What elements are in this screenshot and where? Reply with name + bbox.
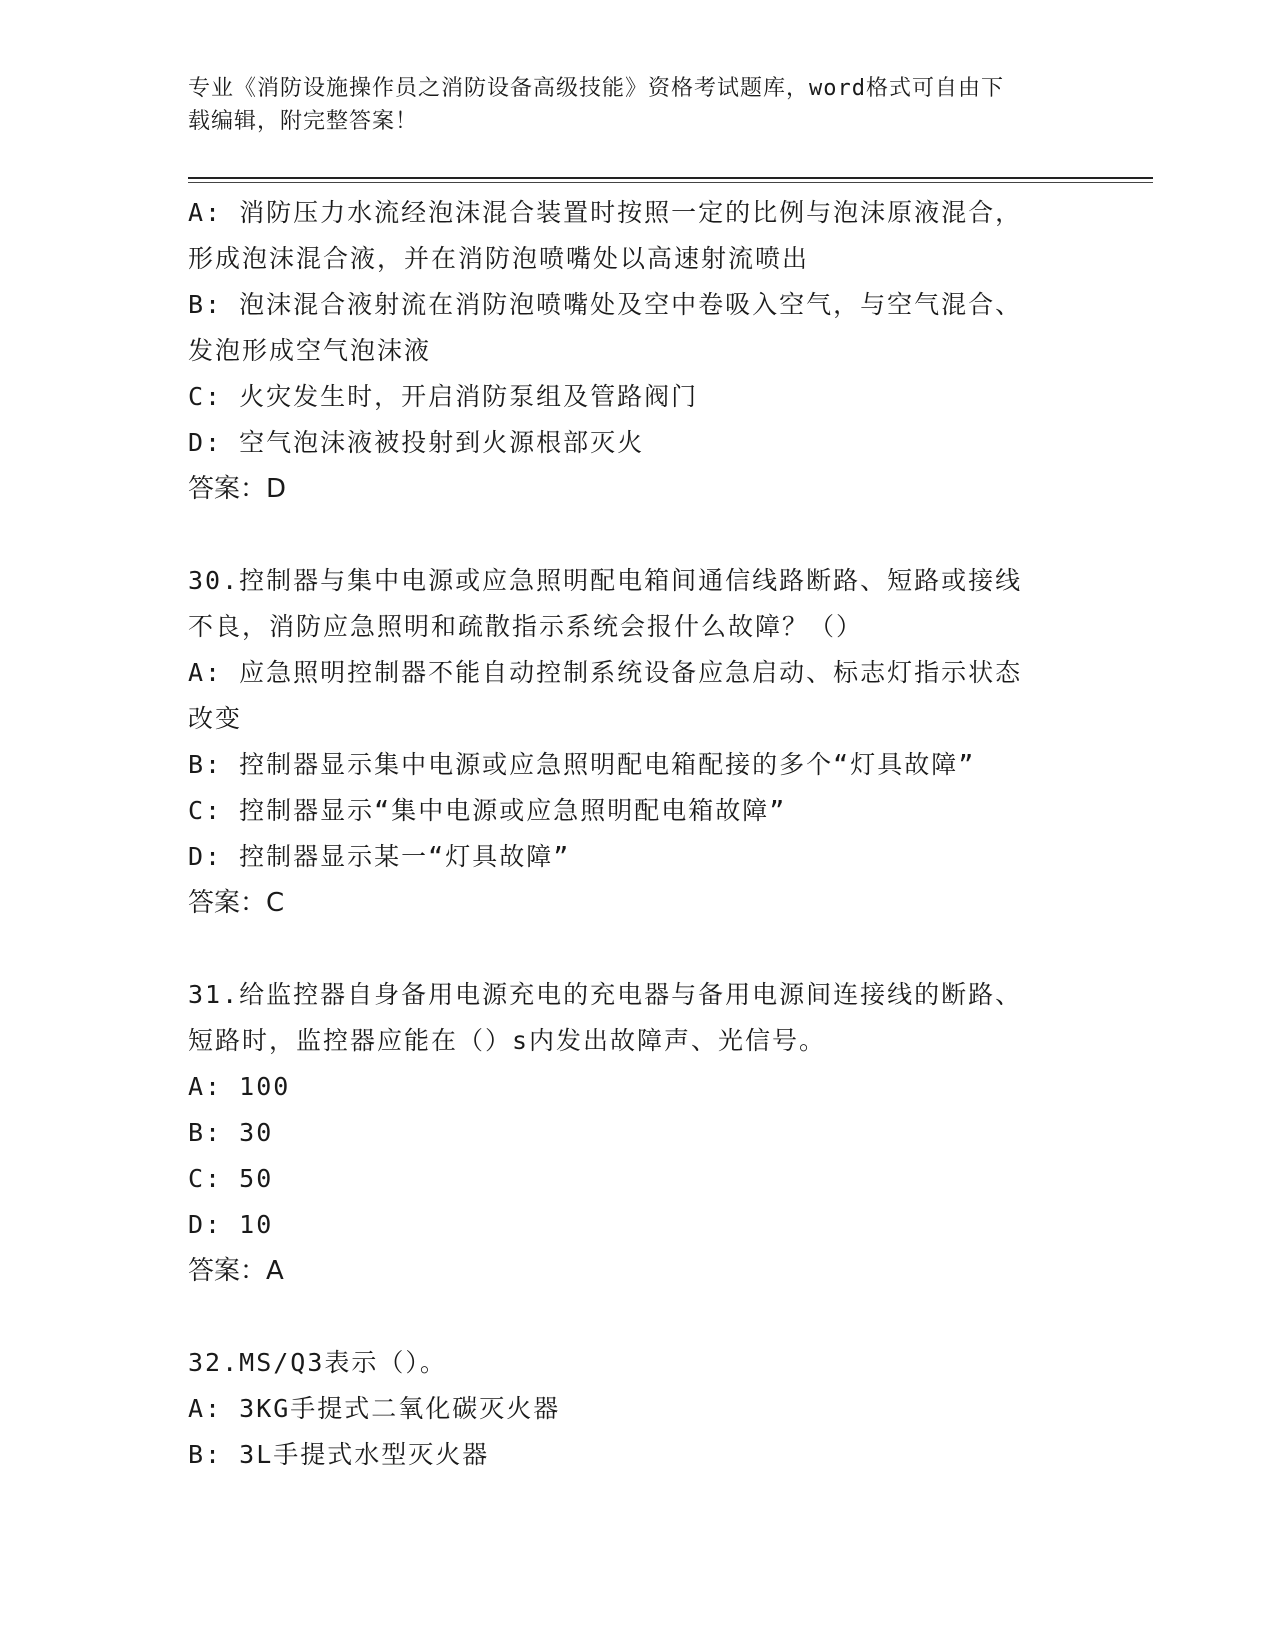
option-a-line-2: 改变: [188, 704, 243, 733]
option-b-line-1: B: 泡沫混合液射流在消防泡喷嘴处及空中卷吸入空气，与空气混合、: [188, 290, 1023, 319]
option-a-line-1: A: 消防压力水流经泡沫混合装置时按照一定的比例与泡沫原液混合，: [188, 198, 1023, 227]
spacer: [188, 926, 1088, 972]
question-29-options: [188, 190, 1088, 512]
question-stem-line-2: 不良，消防应急照明和疏散指示系统会报什么故障？（）: [188, 612, 864, 641]
option-a-line-2: 形成泡沫混合液，并在消防泡喷嘴处以高速射流喷出: [188, 244, 810, 273]
spacer: [188, 1294, 1088, 1340]
header-line-2: 载编辑，附完整答案！: [188, 109, 419, 134]
option-d: D: 空气泡沫液被投射到火源根部灭火: [188, 428, 645, 457]
question-list: [188, 190, 1088, 1478]
option-b: B: 控制器显示集中电源或应急照明配电箱配接的多个“灯具故障”: [188, 750, 976, 779]
option-c: C: 火灾发生时，开启消防泵组及管路阀门: [188, 382, 699, 411]
header-line-1: 专业《消防设施操作员之消防设备高级技能》资格考试题库，word格式可自由下: [188, 76, 1004, 101]
option-d: D: 10: [188, 1210, 274, 1239]
header-rule-thin: [188, 182, 1153, 183]
option-c: C: 控制器显示“集中电源或应急照明配电箱故障”: [188, 796, 787, 825]
option-a-line-1: A: 应急照明控制器不能自动控制系统设备应急启动、标志灯指示状态: [188, 658, 1023, 687]
question-31: [188, 972, 1088, 1294]
answer: 答案：A: [188, 1256, 284, 1286]
option-b-line-2: 发泡形成空气泡沫液: [188, 336, 432, 365]
option-a: A: 100: [188, 1072, 291, 1101]
option-c: C: 50: [188, 1164, 274, 1193]
question-stem-line-1: 30.控制器与集中电源或应急照明配电箱间通信线路断路、短路或接线: [188, 566, 1023, 595]
option-b: B: 30: [188, 1118, 274, 1147]
option-b: B: 3L手提式水型灭火器: [188, 1440, 490, 1469]
question-32: [188, 1340, 1088, 1478]
answer: 答案：D: [188, 474, 287, 504]
header-rule-thick: [188, 177, 1153, 179]
question-stem-line-1: 31.给监控器自身备用电源充电的充电器与备用电源间连接线的断路、: [188, 980, 1023, 1009]
option-a: A: 3KG手提式二氧化碳灭火器: [188, 1394, 561, 1423]
question-stem-line-2: 短路时，监控器应能在（）s内发出故障声、光信号。: [188, 1026, 827, 1055]
spacer: [188, 512, 1088, 558]
option-d: D: 控制器显示某一“灯具故障”: [188, 842, 571, 871]
document-header: [188, 72, 1068, 138]
question-30: [188, 558, 1088, 926]
question-stem: 32.MS/Q3表示（）。: [188, 1348, 447, 1377]
answer: 答案：C: [188, 888, 285, 918]
